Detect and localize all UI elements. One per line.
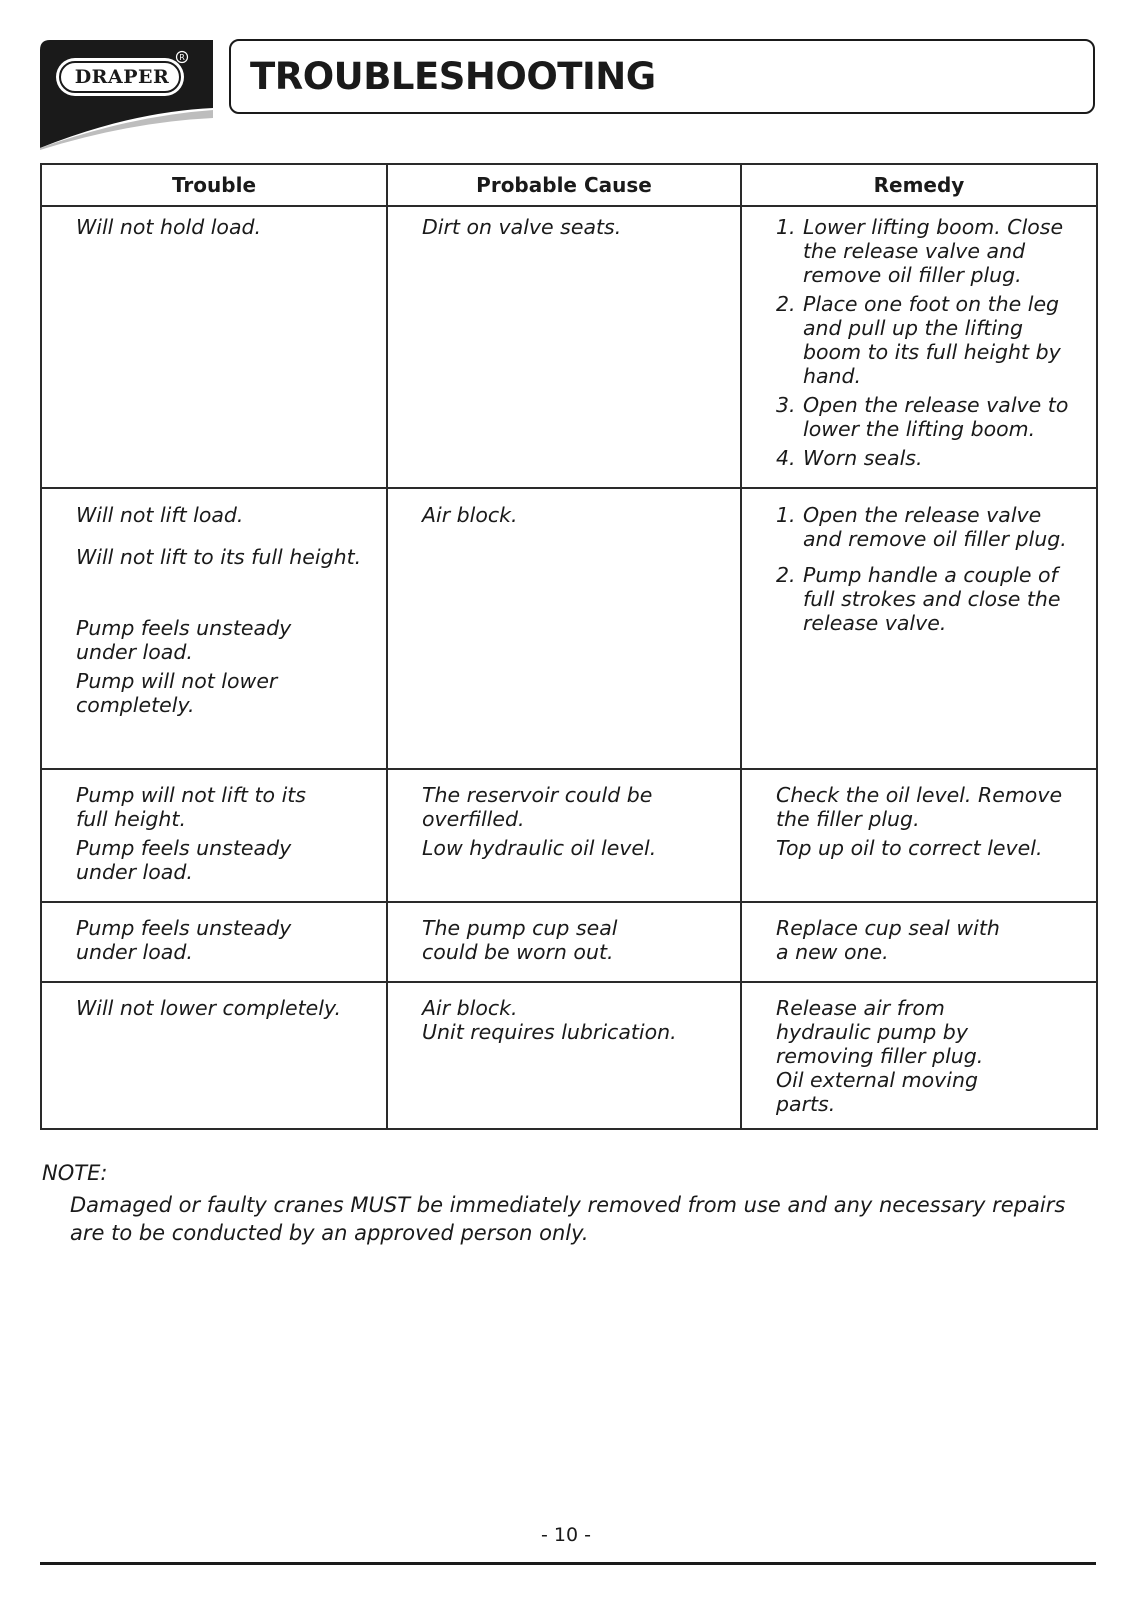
trouble-text: Will not lift to its full height. (76, 545, 362, 569)
brand-logo (40, 40, 213, 150)
trouble-cell (41, 206, 387, 488)
remedy-text: Replace cup seal with a new one. (776, 916, 1000, 964)
remedy-step: 1. Lower lifting boom. Close the release valve and remove oil filler plug. (776, 215, 1064, 287)
trouble-text: Pump feels unsteady under load. (76, 836, 292, 884)
remedy-cell (741, 488, 1097, 769)
header-trouble: Trouble (41, 164, 387, 206)
cause-cell (387, 206, 741, 488)
cause-text: Air block. (422, 996, 518, 1020)
cause-text: Low hydraulic oil level. (422, 836, 657, 860)
remedy-text: Oil external moving parts. (776, 1068, 978, 1116)
troubleshooting-table (40, 163, 1098, 1130)
header-remedy: Remedy (741, 164, 1097, 206)
remedy-steps (776, 215, 1078, 470)
remedy-text: Release air from hydraulic pump by removing filler plug. (776, 996, 984, 1068)
remedy-text: Check the oil level. Remove the filler plug. (776, 783, 1063, 831)
remedy-step: 2. Place one foot on the leg and pull up the lifting boom to its full height by hand. (776, 292, 1061, 388)
cause-text: Dirt on valve seats. (422, 215, 622, 239)
remedy-step: 1. Open the release valve and remove oil filler plug. (776, 503, 1067, 551)
trouble-text: Pump feels unsteady under load. (76, 616, 292, 664)
note-label: NOTE: (42, 1161, 108, 1185)
cause-cell (387, 488, 741, 769)
footer-divider (40, 1562, 1096, 1565)
trouble-cell (41, 769, 387, 902)
trouble-text: Pump will not lower completely. (76, 669, 278, 717)
page-title: TROUBLESHOOTING (250, 55, 656, 98)
page-number: - 10 - (541, 1524, 591, 1546)
cause-text: Air block. (422, 503, 518, 527)
remedy-step: 3. Open the release valve to lower the lifting boom. (776, 393, 1069, 441)
remedy-step: 2. Pump handle a couple of full strokes and close the release valve. (776, 563, 1061, 635)
trouble-text: Will not hold load. (76, 215, 262, 239)
trouble-text: Pump will not lift to its full height. (76, 783, 306, 831)
logo-badge-graphic (40, 40, 213, 150)
table-row (41, 488, 1097, 769)
cause-cell (387, 769, 741, 902)
table-row (41, 206, 1097, 488)
remedy-text: Top up oil to correct level. (776, 836, 1043, 860)
table-row (41, 902, 1097, 982)
note-text: Damaged or faulty cranes MUST be immediately removed from use and any necessary repairs are to be conducted by an approved person only. (70, 1193, 1066, 1245)
trouble-text: Will not lower completely. (76, 996, 342, 1020)
trouble-cell (41, 902, 387, 982)
brand-name: DRAPER (74, 66, 170, 88)
trouble-cell (41, 982, 387, 1129)
table-header-row (41, 164, 1097, 206)
table-row (41, 769, 1097, 902)
trouble-text: Will not lift load. (76, 503, 244, 527)
remedy-cell (741, 902, 1097, 982)
remedy-cell (741, 206, 1097, 488)
cause-text: Unit requires lubrication. (422, 1020, 677, 1044)
header-probable-cause: Probable Cause (387, 164, 741, 206)
remedy-steps (776, 503, 1078, 635)
remedy-cell (741, 982, 1097, 1129)
registered-mark: R (179, 53, 185, 62)
trouble-cell (41, 488, 387, 769)
remedy-step: 4. Worn seals. (776, 446, 923, 470)
table-row (41, 982, 1097, 1129)
cause-text: The pump cup seal could be worn out. (422, 916, 618, 964)
cause-cell (387, 982, 741, 1129)
remedy-cell (741, 769, 1097, 902)
trouble-text: Pump feels unsteady under load. (76, 916, 292, 964)
cause-cell (387, 902, 741, 982)
cause-text: The reservoir could be overfilled. (422, 783, 653, 831)
